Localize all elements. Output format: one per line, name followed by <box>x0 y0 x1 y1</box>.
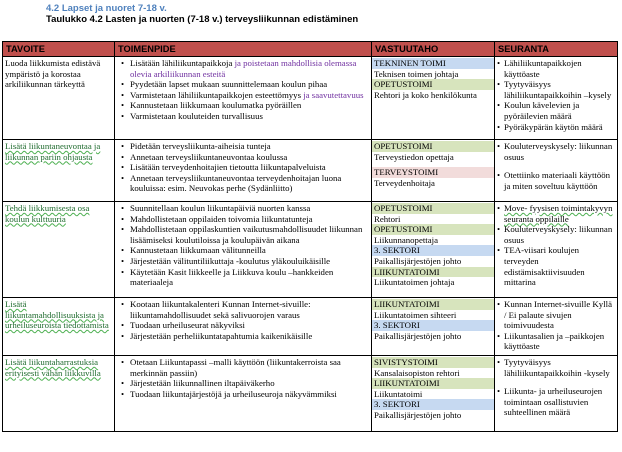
followup-cell <box>495 57 618 140</box>
list-item: • Tyytyväisyys lähiliikuntapaikkoihin -kysely <box>497 357 615 378</box>
action-cell <box>115 202 372 298</box>
list-item: • Mahdollistetaan oppilaiden toivomia liikuntatunteja <box>117 214 369 225</box>
list-item: • Kootaan liikuntakalenteri Kunnan Internet-sivuille: liikuntamahdollisuudet sekä salivuorojen varaus <box>117 299 369 320</box>
list-item: • Pyöräkypärän käytön määrä <box>497 122 615 133</box>
responsible-tag: TEKNINEN TOIMI <box>372 58 494 69</box>
list-item: • Kouluterveyskysely: liikunnan osuus <box>497 141 615 162</box>
list-item: • Mahdollistetaan oppilaskuntien vaikutusmahdollisuudet liikunnan lisäämiseksi koulutiloissa ja koulupäivän aikana <box>117 224 369 245</box>
responsible-cell <box>372 202 495 298</box>
list-item: • Järjestetään välituntiliikuttaja -koulutus yläkouluikäisille <box>117 256 369 267</box>
list-item: • Pyydetään lapset mukaan suunnittelemaan koulun pihaa <box>117 79 369 90</box>
list-item: • Lisätään terveydenhoitajien tietoutta liikuntapalveluista <box>117 162 369 173</box>
header-action: TOIMENPIDE <box>115 42 372 57</box>
responsible-name: Kansalaisopiston rehtori <box>374 367 460 378</box>
responsible-tag: OPETUSTOIMI <box>372 141 494 152</box>
list-item: • Varmistetaan lähiliikuntapaikkojen esteettömyys ja saavutettavuus <box>117 90 369 101</box>
responsible-name: Terveydenhoitaja <box>374 177 435 188</box>
action-cell <box>115 298 372 356</box>
responsible-name: Liikuntatoimen johtaja <box>374 277 455 288</box>
header-goal: TAVOITE <box>3 42 115 57</box>
table-row <box>3 298 618 356</box>
responsible-name: Teknisen toimen johtaja <box>374 68 459 79</box>
responsible-name: Paikallisjärjestöjen johto <box>374 409 462 420</box>
list-item: • Move- fyysisen toimintakyvyn seuranta oppilaille <box>497 203 615 224</box>
responsible-tag: SIVISTYSTOIMI <box>372 357 494 368</box>
responsible-name: Paikallisjärjestöjen johto <box>374 255 462 266</box>
responsible-tag: OPETUSTOIMI <box>372 224 494 235</box>
table-row <box>3 57 618 140</box>
followup-cell <box>495 202 618 298</box>
responsible-name: Liikuntatoimi <box>374 388 423 399</box>
section-title: 4.2 Lapset ja nuoret 7-18 v. <box>46 3 167 14</box>
list-item: • Annetaan terveysliikuntaneuvontaa koulussa <box>117 152 369 163</box>
responsible-name: Rehtori <box>374 213 401 224</box>
goal-cell: Tehdä liikkumisesta osa koulun kulttuuria <box>3 202 115 298</box>
list-item: • TEA-viisari koulujen terveyden edistämisaktiivisuuden mittarina <box>497 245 615 287</box>
list-item: • Otettiinko materiaali käyttöön ja miten soveltuu käyttöön <box>497 170 615 191</box>
followup-cell <box>495 298 618 356</box>
list-item: • Otetaan Liikuntapassi –malli käyttöön (liikuntakerroista saa merkinnän passiin) <box>117 357 369 378</box>
list-item: • Koulun kävelevien ja pyöräilevien määrä <box>497 100 615 121</box>
list-item: • Lisätään lähiliikuntapaikkoja ja poistetaan mahdollisia olemassa olevia arkiliikunnan esteitä <box>117 58 369 79</box>
list-item: • Suunnitellaan koulun liikuntapäiviä nuorten kanssa <box>117 203 369 214</box>
action-cell <box>115 356 372 432</box>
followup-cell <box>495 140 618 202</box>
list-item: • Järjestetään perheliikuntatapahtumia kaikenikäisille <box>117 331 369 342</box>
list-item: • Tuodaan urheiluseurat näkyviksi <box>117 320 369 331</box>
list-item: • Kannustetaan liikkumaan välitunneilla <box>117 245 369 256</box>
goal-cell: Luoda liikkumista edistävä ympäristö ja korostaa arkiliikunnan tärkeyttä <box>3 57 115 140</box>
table-row <box>3 202 618 298</box>
list-item: • Järjestetään liikunnallinen iltapäiväkerho <box>117 378 369 389</box>
responsible-cell <box>372 356 495 432</box>
responsible-tag: LIIKUNTATOIMI <box>372 267 494 278</box>
responsible-cell <box>372 57 495 140</box>
action-cell <box>115 57 372 140</box>
responsible-name: Paikallisjärjestöjen johto <box>374 330 462 341</box>
promotion-table <box>2 41 618 432</box>
responsible-name: Terveystiedon opettaja <box>374 151 454 162</box>
goal-cell: Lisätä liikuntaharrastuksia erityisesti vähän liikkuvilla <box>3 356 115 432</box>
header-followup: SEURANTA <box>495 42 618 57</box>
list-item: • Kannustetaan liikkumaan koulumatka pyöräillen <box>117 100 369 111</box>
responsible-tag: TERVEYSTOIMI <box>372 167 494 178</box>
responsible-tag: 3. SEKTORI <box>372 399 494 410</box>
table-row <box>3 140 618 202</box>
responsible-name: Rehtori ja koko henkilökunta <box>374 89 477 100</box>
list-item: • Annetaan terveysliikuntaneuvontaa terveydenhoitajan luona kouluissa: esim. Neuvokas perhe (Sydänliitto) <box>117 173 369 194</box>
responsible-tag: 3. SEKTORI <box>372 320 494 331</box>
responsible-cell <box>372 140 495 202</box>
goal-cell: Lisätä liikuntamahdollisuuksista ja urheiluseuroista tiedottamista <box>3 298 115 356</box>
responsible-tag: LIIKUNTATOIMI <box>372 378 494 389</box>
header-responsible: VASTUUTAHO <box>372 42 495 57</box>
responsible-name: Liikuntatoimen sihteeri <box>374 309 457 320</box>
list-item: • Tyytyväisyys lähiliikuntapaikkoihin –kysely <box>497 79 615 100</box>
list-item: • Kouluterveyskysely: liikunnan osuus <box>497 224 615 245</box>
list-item: • Käytetään Kasit liikkeelle ja Liikkuva koulu –hankkeiden materiaaleja <box>117 267 369 288</box>
followup-cell <box>495 356 618 432</box>
responsible-tag: OPETUSTOIMI <box>372 203 494 214</box>
responsible-tag: OPETUSTOIMI <box>372 79 494 90</box>
list-item: • Lähiliikuntapaikkojen käyttöaste <box>497 58 615 79</box>
table-row <box>3 356 618 432</box>
header-row <box>3 42 618 57</box>
goal-cell: Lisätä liikuntaneuvontaa ja liikunnan pariin ohjausta <box>3 140 115 202</box>
list-item: • Liikunta- ja urheiluseurojen toimintaan osallistuvien suhteellinen määrä <box>497 386 615 418</box>
responsible-tag: LIIKUNTATOIMI <box>372 299 494 310</box>
list-item: • Liikuntasalien ja –paikkojen käyttöaste <box>497 331 615 352</box>
list-item: • Tuodaan liikuntajärjestöjä ja urheiluseuroja näkyvämmiksi <box>117 389 369 400</box>
responsible-name: Liikunnanopettaja <box>374 234 439 245</box>
responsible-tag: 3. SEKTORI <box>372 245 494 256</box>
list-item: • Varmistetaan kouluteiden turvallisuus <box>117 111 369 122</box>
table-title: Taulukko 4.2 Lasten ja nuorten (7-18 v.) terveysliikunnan edistäminen <box>46 14 359 25</box>
list-item: • Kunnan Internet-sivuille Kyllä / Ei palaute sivujen toimivuudesta <box>497 299 615 331</box>
action-cell <box>115 140 372 202</box>
responsible-cell <box>372 298 495 356</box>
list-item: • Pidetään terveysliikunta-aiheisia tunteja <box>117 141 369 152</box>
